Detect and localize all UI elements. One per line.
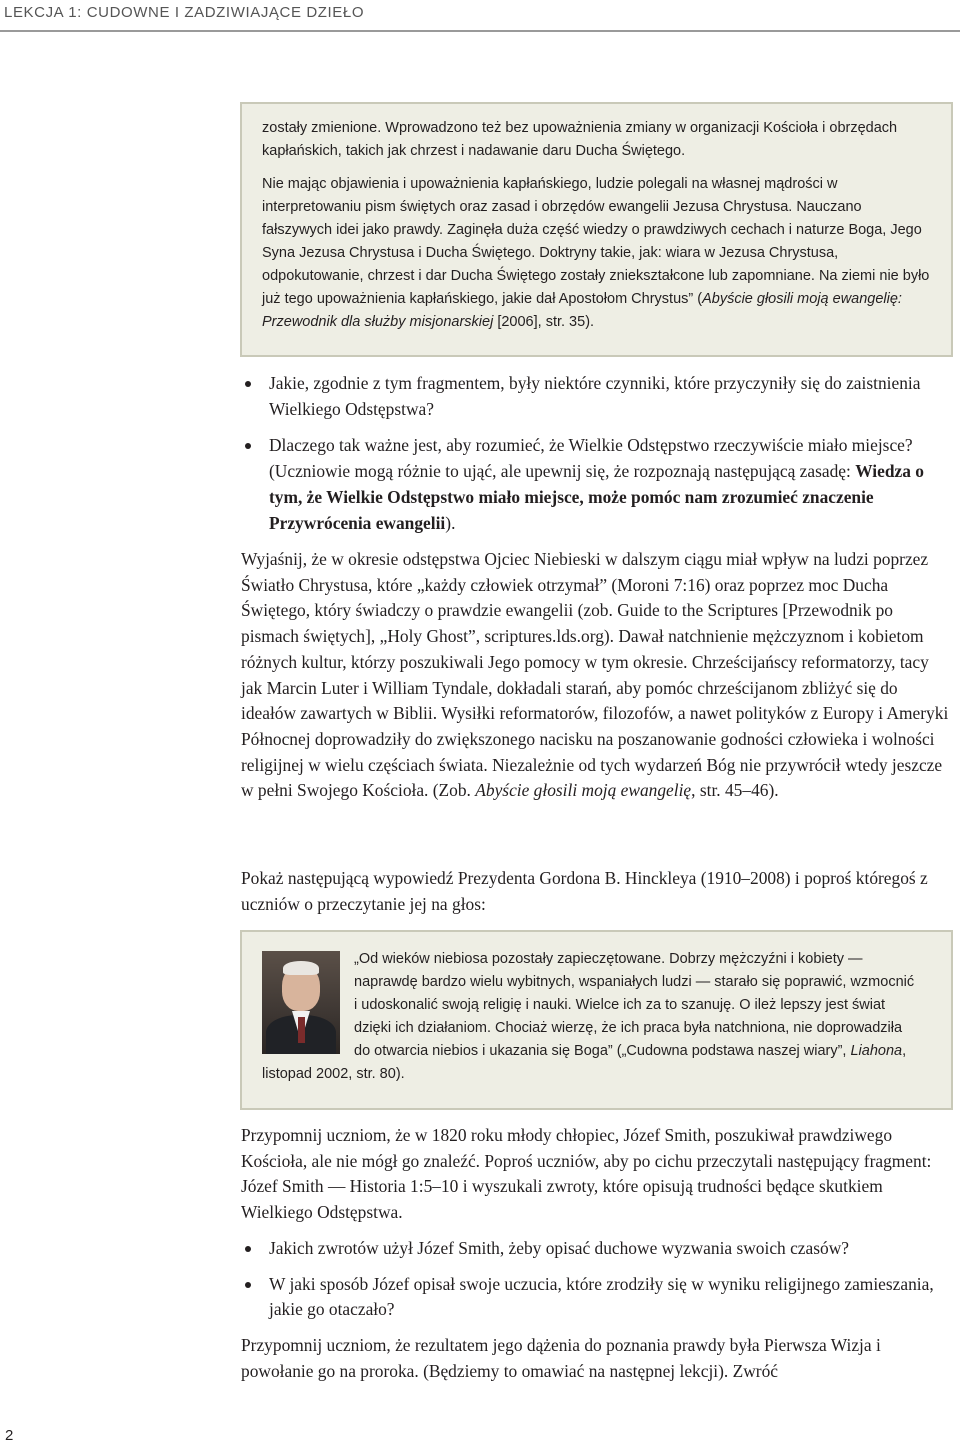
excerpt-paragraph-2: Nie mając objawienia i upoważnienia kapłańskiego, ludzie polegali na własnej mądrości w interpretowaniu pism świętych oraz zasad i obrzędów ewangelii Jezusa Chrystusa. Nauczano fałszywych idei jako prawdy. Zaginęła duża część wiedzy o prawdziwych cechach i naturze Boga, Jego Syna Jezusa Chrystusa i Ducha Świętego. Doktryny takie, jak: wiara w Jezusa Chrystusa, odpokutowanie, chrzest i dar Ducha Świętego zostały zniekształcone lub zapomniane. Na ziemi nie było już tego upoważnienia kapłańskiego, jakie dał Apostołom Chrystus” (Abyście głosili moją ewangelię: Przewodnik dla służby misjonarskiej [2006], str. 35). xyxy=(262,176,930,330)
list-item: W jaki sposób Józef opisał swoje uczucia, które zrodziły się w wyniku religijnego zamieszania, jakie go otaczało? xyxy=(241,1272,953,1323)
list-item: Jakich zwrotów użył Józef Smith, żeby opisać duchowe wyzwania swoich czasów? xyxy=(241,1236,953,1262)
excerpt-paragraph-1: zostały zmienione. Wprowadzono też bez upoważnienia zmiany w organizacji Kościoła i obrzędach kapłańskich, takich jak chrzest i nadawanie daru Ducha Świętego. xyxy=(262,120,898,159)
list-item: Jakie, zgodnie z tym fragmentem, były niektóre czynniki, które przyczyniły się do zaistnienia Wielkiego Odstępstwa? xyxy=(241,371,953,422)
lesson-header: LEKCJA 1: CUDOWNE I ZADZIWIAJĄCE DZIEŁO xyxy=(4,4,365,21)
question-list-1 xyxy=(241,371,953,536)
list-item: Dlaczego tak ważne jest, aby rozumieć, że Wielkie Odstępstwo rzeczywiście miało miejsce? (Uczniowie mogą różnie to ująć, ale upewnij się, że rozpoznają następującą zasadę: Wiedza o tym, że Wielkie Odstępstwo miało miejsce, może pomóc nam zrozumieć znaczenie Przywrócenia ewangelii). xyxy=(241,433,953,536)
header-divider xyxy=(0,30,960,32)
bullet-icon xyxy=(245,443,251,449)
prophet-quote-box xyxy=(240,930,953,1110)
explanation-paragraph: Wyjaśnij, że w okresie odstępstwa Ojciec Niebieski w dalszym ciągu miał wpływ na ludzi poprzez Światło Chrystusa, które „każdy człowiek otrzymał” (Moroni 7:16) oraz poprzez moc Ducha Świętego, który świadczy o prawdzie ewangelii (zob. Guide to the Scriptures [Przewodnik po pismach świętych], „Holy Ghost”, scriptures.lds.org). Dawał natchnienie mężczyznom i kobietom różnych kultur, którzy poszukiwali Jego pomocy w tym okresie. Chrześcijańscy reformatorzy, tacy jak Marcin Luter i William Tyndale, dokładali starań, aby pomóc chrześcijanom zbliżyć się do ideałów zawartych w Biblii. Wysiłki reformatorów, filozofów, a nawet polityków z Europy i Ameryki Północnej doprowadziły do zwiększonego nacisku na poszanowanie godności człowieka i wolności religijnej w wielu częściach świata. Niezależnie od tych wydarzeń Bóg nie przywrócił wtedy jeszcze w pełni Swojego Kościoła. (Zob. Abyście głosili moją ewangelię, str. 45–46). xyxy=(241,549,949,801)
hinckley-quote: „Od wieków niebiosa pozostały zapieczętowane. Dobrzy mężczyźni i kobiety — naprawdę bardzo wielu wybitnych, wspaniałych ludzi — starało się poprawić, wzmocnić i udoskonalić swoją religię i nauki. Wielce ich za to szanuję. O ileż lepszy jest świat dzięki ich działaniom. Chociaż wierzę, że ich praca była natchniona, nie doprowadziła do otwarcia niebios i ukazania się Boga” („Cudowna podstawa naszej wiary”, Liahona, listopad 2002, str. 80). xyxy=(262,951,915,1082)
reminder-paragraph: Przypomnij uczniom, że w 1820 roku młody chłopiec, Józef Smith, poszukiwał prawdziwego Kościoła, ale nie mógł go znaleźć. Poproś uczniów, aby po cichu przeczytali następujący fragment: Józef Smith — Historia 1:5–10 i wyszukali zwroty, które opisują trudności będące skutkiem Wielkiego Odstępstwa. xyxy=(241,1125,932,1223)
bullet-icon xyxy=(245,1282,251,1288)
doctrine-principle: Wiedza o tym, że Wielkie Odstępstwo miało miejsce, może pomóc nam zrozumieć znaczenie Przywrócenia ewangelii xyxy=(269,461,924,533)
bullet-icon xyxy=(245,1246,251,1252)
quoted-excerpt-box xyxy=(240,102,953,357)
closing-paragraph: Przypomnij uczniom, że rezultatem jego dążenia do poznania prawdy była Pierwsza Wizja i powołanie go na proroka. (Będziemy to omawiać na następnej lekcji). Zwróć xyxy=(241,1335,881,1381)
instruction-paragraph: Pokaż następującą wypowiedź Prezydenta Gordona B. Hinckleya (1910–2008) i poproś któregoś z uczniów o przeczytanie jej na głos: xyxy=(241,868,928,914)
page-number: 2 xyxy=(5,1427,14,1444)
question-list-2 xyxy=(241,1236,953,1323)
bullet-icon xyxy=(245,381,251,387)
